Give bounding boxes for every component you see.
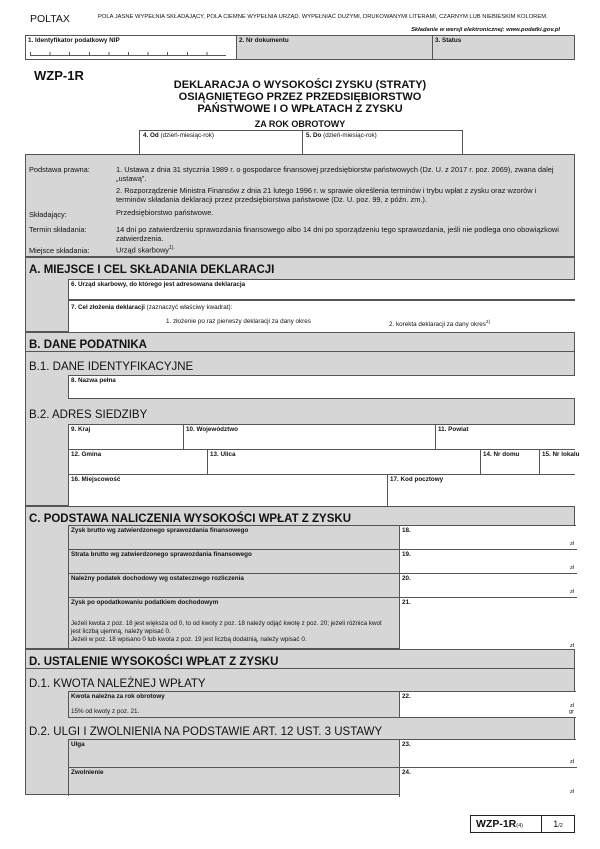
section-a — [25, 257, 575, 332]
period-to-field[interactable]: 5. Do (dzień-miesiąc-rok) — [306, 132, 377, 139]
full-name-field[interactable]: 8. Nazwa pełna — [68, 375, 575, 399]
section-d — [25, 649, 575, 795]
place-label: Miejsce składania: — [29, 246, 90, 255]
doc-number-field: 2. Nr dokumentu — [239, 37, 289, 44]
header-instructions: POLA JASNE WYPEŁNIA SKŁADAJĄCY, POLA CIEMNE WYPEŁNIA URZĄD. WYPEŁNIAĆ DUŻYMI, DRUKOWANYMI LITERAMI, CZARNYM LUB NIEBIESKIM KOLOREM. — [98, 14, 548, 20]
section-b2-title: B.2. ADRES SIEDZIBY — [29, 409, 148, 421]
amount-field-19[interactable]: 19. zł — [399, 550, 577, 573]
period-from-field[interactable]: 4. Od (dzień-miesiąc-rok) — [143, 132, 215, 139]
net-profit-note-1: Jeżeli kwota z poz. 18 jest większa od 0, to od kwoty z poz. 18 należy odjąć kwotę z poz. 20; jeżeli różnica kwot jest liczbą ujemną, należy wpisać 0. — [71, 620, 382, 635]
amount-field-23[interactable]: 23. zł — [399, 740, 577, 767]
deadline-label: Termin składania: — [29, 225, 87, 234]
section-b1-title: B.1. DANE IDENTYFIKACYJNE — [29, 361, 194, 373]
country-field[interactable]: 9. Kraj — [71, 426, 91, 433]
net-profit-note-2: Jeżeli w poz. 18 wpisano 0 lub kwota z poz. 19 jest liczbą dodatnią, należy wpisać 0. — [71, 636, 307, 643]
postal-code-field[interactable]: 17. Kod pocztowy — [390, 476, 444, 483]
section-b — [25, 332, 580, 506]
period-fields — [139, 130, 463, 154]
amount-field-24[interactable]: 24. zł — [399, 768, 577, 797]
section-d-title: D. USTALENIE WYSOKOŚCI WPŁAT Z ZYSKU — [29, 656, 279, 668]
legal-basis-2: 2. Rozporządzenie Ministra Finansów z dnia 21 lutego 1996 r. w sprawie określenia terminów i trybu wpłat z zysku oraz wzorów i terminów składania deklaracji przez przedsiębiorstwa państwowe (Dz. U. poz. 99, z późn. zm.). — [116, 186, 537, 204]
section-b-title: B. DANE PODATNIKA — [29, 339, 147, 351]
status-field: 3. Status — [435, 37, 462, 44]
row-due-amount: Kwota należna za rok obrotowy 15% od kwoty z poz. 21. 22. zł gr — [68, 691, 576, 718]
row-net-profit: Zysk po opodatkowaniu podatkiem dochodowym Jeżeli kwota z poz. 18 jest większa od 0, to od kwoty z poz. 18 należy odjąć kwotę z poz. 20; jeżeli różnica kwot jest liczbą ujemną, należy wpisać 0. Jeżeli w poz. 18 wpisano 0 lub kwota z poz. 19 jest liczbą dodatnią, należy wpisać 0. 21. zł — [69, 598, 577, 651]
legal-basis-1: 1. Ustawa z dnia 31 stycznia 1989 r. o gospodarce finansowej przedsiębiorstw państwowych (Dz. U. z 2017 r. poz. 2069), zwana dalej „ustawą”. — [116, 165, 554, 183]
street-field[interactable]: 13. Ulica — [210, 451, 236, 458]
form-id: WZP-1R — [34, 68, 84, 83]
footer-form-id: WZP-1R(4) — [476, 818, 523, 830]
county-field[interactable]: 11. Powiat — [438, 426, 469, 433]
header-fields — [25, 35, 575, 60]
row-gross-profit: Zysk brutto wg zatwierdzonego sprawozdania finansowego 18. zł — [69, 526, 577, 550]
page-number: 1/2 — [553, 819, 563, 829]
option-first-filing[interactable]: 1. złożenie po raz pierwszy deklaracji za dany okres — [166, 318, 311, 325]
section-c-title: C. PODSTAWA NALICZENIA WYSOKOŚCI WPŁAT Z ZYSKU — [29, 513, 351, 525]
city-field[interactable]: 16. Miejscowość — [71, 476, 121, 483]
apartment-number-field[interactable]: 15. Nr lokalu — [542, 451, 580, 458]
voivodeship-field[interactable]: 10. Województwo — [186, 426, 239, 433]
poltax-label: POLTAX — [30, 13, 70, 25]
info-block — [25, 154, 575, 257]
electronic-note: Składanie w wersji elektronicznej: www.podatki.gov.pl — [411, 27, 560, 33]
row-gross-loss: Strata brutto wg zatwierdzonego sprawozdania finansowego 19. zł — [69, 550, 577, 574]
section-d2-title: D.2. ULGI I ZWOLNIENIA NA PODSTAWIE ART. 12 UST. 3 USTAWY — [29, 726, 383, 738]
footer-form-box — [470, 815, 575, 833]
section-c-rows — [68, 525, 576, 650]
amount-field-20[interactable]: 20. zł — [399, 574, 577, 597]
deadline-value: 14 dni po zatwierdzeniu sprawozdania finansowego albo 14 dni po sporządzeniu tego sprawozdania, jeśli nie podlega ono obowiązkowi zatwierdzenia. — [116, 225, 559, 243]
section-a-title: A. MIEJSCE I CEL SKŁADANIA DEKLARACJI — [29, 264, 275, 276]
address-grid — [68, 424, 580, 506]
form-title: DEKLARACJA O WYSOKOŚCI ZYSKU (STRATY) OSIĄGNIĘTEGO PRZEZ PRZEDSIĘBIORSTWO PAŃSTWOWE I O WPŁATACH Z ZYSKU ZA ROK OBROTOWY — [173, 79, 427, 129]
house-number-field[interactable]: 14. Nr domu — [483, 451, 520, 458]
amount-field-21[interactable]: 21. zł — [399, 598, 577, 651]
amount-field-22[interactable]: 22. zł gr — [399, 692, 577, 717]
section-c — [25, 506, 575, 649]
amount-field-18[interactable]: 18. zł — [399, 526, 577, 549]
option-correction[interactable]: 2. korekta deklaracji za dany okres$^{2)}$ — [389, 319, 490, 329]
legal-basis-label: Podstawa prawna: — [29, 165, 90, 174]
section-d1-title: D.1. KWOTA NALEŻNEJ WPŁATY — [29, 678, 206, 690]
row-exemption: Zwolnienie 24. zł — [69, 768, 577, 797]
nip-field[interactable]: 1. Identyfikator podatkowy NIP — [26, 36, 236, 59]
purpose-field: 7. Cel złożenia deklaracji (zaznaczyć właściwy kwadrat): 1. złożenie po raz pierwszy deklaracji za dany okres 2. korekta deklaracji za dany okres$^{2)}$ — [68, 300, 575, 332]
row-relief: Ulga 23. zł — [69, 740, 577, 768]
tax-office-field[interactable]: 6. Urząd skarbowy, do którego jest adresowana deklaracja — [68, 279, 575, 300]
row-income-tax: Należny podatek dochodowy wg ostatecznego rozliczenia 20. zł — [69, 574, 577, 598]
filer-value: Przedsiębiorstwo państwowe. — [116, 208, 214, 217]
section-d2-rows — [68, 739, 576, 796]
nip-comb — [30, 52, 226, 56]
place-value: Urząd skarbowy$^{1).}$ — [116, 245, 175, 255]
municipality-field[interactable]: 12. Gmina — [71, 451, 102, 458]
filer-label: Składający: — [29, 210, 67, 219]
